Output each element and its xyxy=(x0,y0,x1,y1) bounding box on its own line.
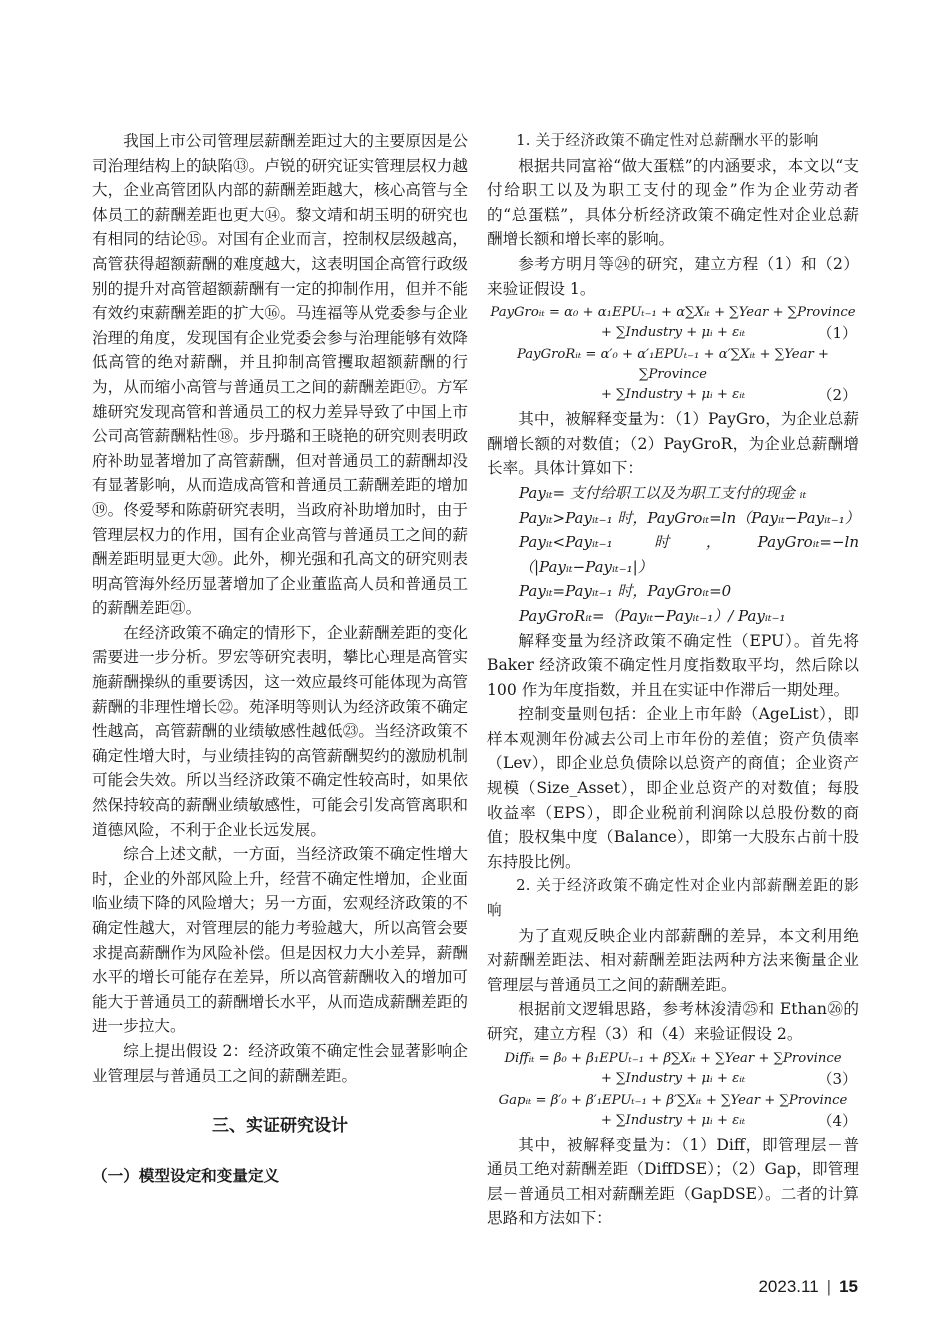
calc-line-2: Payᵢₜ>Payᵢₜ₋₁ 时，PayGroᵢₜ=ln（Payᵢₜ−Payᵢₜ₋₁） xyxy=(519,508,860,527)
equation-2 xyxy=(487,345,859,405)
issue-number: 2023.11 xyxy=(758,1277,819,1296)
right-paragraph-1: 根据共同富裕“做大蛋糕”的内涵要求，本文以“支付给职工以及为职工支付的现金”作为企业劳动者的“总蛋糕”，具体分析经济政策不确定性对企业总薪酬增长额和增长率的影响。 xyxy=(487,156,859,249)
right-paragraph-5: 控制变量则包括：企业上市年龄（AgeList），即样本观测年份减去公司上市年份的差值；资产负债率（Lev），即企业总负债除以总资产的商值；企业资产规模（Size_Asset），即企业总资产的对数值；每股收益率（EPS），即企业税前利润除以总股份数的商值；股权集中度（Balance），即第一大股东占前十股东持股比例。 xyxy=(487,705,859,871)
equation-4-line-2: + ∑Industry + μᵢ + εᵢₜ xyxy=(600,1112,746,1128)
hypothesis-2-paragraph: 综上提出假设 2：经济政策不确定性会显著影响企业管理层与普通员工之间的薪酬差距。 xyxy=(92,1041,468,1085)
right-paragraph-8: 其中，被解释变量为：（1）Diff，即管理层－普通员工绝对薪酬差距（DiffDSE）；（2）Gap，即管理层－普通员工相对薪酬差距（GapDSE）。二者的计算思路和方法如下： xyxy=(487,1135,859,1228)
right-paragraph-3: 其中，被解释变量为：（1）PayGro，为企业总薪酬增长额的对数值；（2）PayGroR，为企业总薪酬增长率。具体计算如下： xyxy=(487,410,859,478)
left-column xyxy=(92,129,468,1189)
equation-1-line-2: + ∑Industry + μᵢ + εᵢₜ xyxy=(600,325,746,341)
equation-4-line-1: Gapᵢₜ = β′₀ + β′₁EPUₜ₋₁ + β′∑Xᵢₜ + ∑Year + ∑Province xyxy=(498,1092,848,1108)
calc-line-1: Payᵢₜ= 支付给职工以及为职工支付的现金 ᵢₜ xyxy=(519,483,807,502)
subheading-total-pay: 1. 关于经济政策不确定性对总薪酬水平的影响 xyxy=(516,132,819,149)
equation-3-line-1: Diffᵢₜ = β₀ + β₁EPUₜ₋₁ + β∑Xᵢₜ + ∑Year + ∑Province xyxy=(504,1050,842,1066)
calc-line-3: Payᵢₜ<Payᵢₜ₋₁ 时，PayGroᵢₜ=−ln（|Payᵢₜ−Payᵢₜ₋₁|） xyxy=(519,533,859,576)
subsection-title: （一）模型设定和变量定义 xyxy=(92,1167,280,1185)
right-paragraph-2: 参考方明月等㉔的研究，建立方程（1）和（2）来验证假设 1。 xyxy=(487,254,859,298)
calc-line-4: Payᵢₜ=Payᵢₜ₋₁ 时，PayGroᵢₜ=0 xyxy=(519,582,732,601)
literature-paragraph-2: 在经济政策不确定的情形下，企业薪酬差距的变化需要进一步分析。罗宏等研究表明，攀比心理是高管实施薪酬操纵的重要诱因，这一效应最终可能体现为高管薪酬的非理性增长㉒。苑泽明等则认为经济政策不确定性越高，高管薪酬的业绩敏感性越低㉓。当经济政策不确定性增大时，与业绩挂钩的高管薪酬契约的激励机制可能会失效。所以当经济政策不确定性较高时，如果依然保持较高的薪酬业绩敏感性，可能会引发高管离职和道德风险，不利于企业长远发展。 xyxy=(92,623,468,839)
equation-2-number: （2） xyxy=(817,386,857,405)
literature-paragraph-3: 综合上述文献，一方面，当经济政策不确定性增大时，企业的外部风险上升，经营不确定性增加，企业面临业绩下降的风险增大；另一方面，宏观经济政策的不确定性越大，对管理层的能力考验越大，所以高管会要求提高薪酬作为风险补偿。但是因权力大小差异，薪酬水平的增长可能存在差异，所以高管薪酬收入的增加可能大于普通员工的薪酬增长水平，从而造成薪酬差距的进一步拉大。 xyxy=(92,845,468,1036)
equation-4-number: （4） xyxy=(817,1111,857,1130)
equation-3-line-2: + ∑Industry + μᵢ + εᵢₜ xyxy=(600,1070,746,1086)
subheading-pay-gap: 2. 关于经济政策不确定性对企业内部薪酬差距的影响 xyxy=(487,877,859,920)
equation-3-number: （3） xyxy=(817,1069,857,1088)
equation-2-line-2: + ∑Industry + μᵢ + εᵢₜ xyxy=(600,387,746,403)
literature-paragraph-1: 我国上市公司管理层薪酬差距过大的主要原因是公司治理结构上的缺陷⑬。卢锐的研究证实管理层权力越大，企业高管团队内部的薪酬差距越大，核心高管与全体员工的薪酬差距也更大⑭。黎文靖和胡玉明的研究也有相同的结论⑮。对国有企业而言，控制权层级越高，高管获得超额薪酬的难度越大，这表明国企高管行政级别的提升对高管超额薪酬有一定的抑制作用，但并不能有效约束薪酬差距的扩大⑯。马连福等从党委参与企业治理的角度，发现国有企业党委会参与治理能够有效降低高管的绝对薪酬，并且抑制高管攫取超额薪酬的行为，从而缩小高管与普通员工之间的薪酬差距⑰。方军雄研究发现高管和普通员工的权力差异导致了中国上市公司高管薪酬粘性⑱。步丹璐和王晓艳的研究则表明政府补助显著增加了高管薪酬，但对普通员工的薪酬却没有显著影响，从而造成高管和普通员工薪酬差距的增加⑲。佟爱琴和陈蔚研究表明，当政府补助增加时，由于管理层权力的作用，国有企业高管与普通员工之间的薪酬差距明显更大⑳。此外，柳光强和孔高文的研究则表明高管海外经历显著增加了企业董监高人员和普通员工的薪酬差距㉑。 xyxy=(92,132,468,618)
right-paragraph-7: 根据前文逻辑思路，参考林浚清㉕和 Ethan㉖的研究，建立方程（3）和（4）来验证假设 2。 xyxy=(487,1000,859,1043)
equation-1 xyxy=(487,303,859,343)
equation-3 xyxy=(487,1049,859,1089)
equation-2-line-1: PayGroRᵢₜ = α′₀ + α′₁EPUₜ₋₁ + α′∑Xᵢₜ + ∑Year + ∑Province xyxy=(517,347,829,383)
equation-4 xyxy=(487,1091,859,1131)
calc-line-5: PayGroRᵢₜ=（Payᵢₜ−Payᵢₜ₋₁）/ Payᵢₜ₋₁ xyxy=(519,606,786,625)
footer-separator: | xyxy=(826,1277,832,1296)
equation-1-number: （1） xyxy=(817,324,857,343)
equation-1-line-1: PayGroᵢₜ = α₀ + α₁EPUₜ₋₁ + α∑Xᵢₜ + ∑Year + ∑Province xyxy=(490,305,856,321)
section-title: 三、实证研究设计 xyxy=(212,1116,348,1136)
right-paragraph-4: 解释变量为经济政策不确定性（EPU）。首先将 Baker 经济政策不确定性月度指数取平均，然后除以 100 作为年度指数，并且在实证中作滞后一期处理。 xyxy=(487,631,859,699)
page-number: 15 xyxy=(839,1277,858,1296)
page-footer xyxy=(758,1277,858,1297)
right-column xyxy=(487,129,859,1231)
right-paragraph-6: 为了直观反映企业内部薪酬的差异，本文利用绝对薪酬差距法、相对薪酬差距法两种方法来衡量企业管理层与普通员工之间的薪酬差距。 xyxy=(487,926,859,994)
